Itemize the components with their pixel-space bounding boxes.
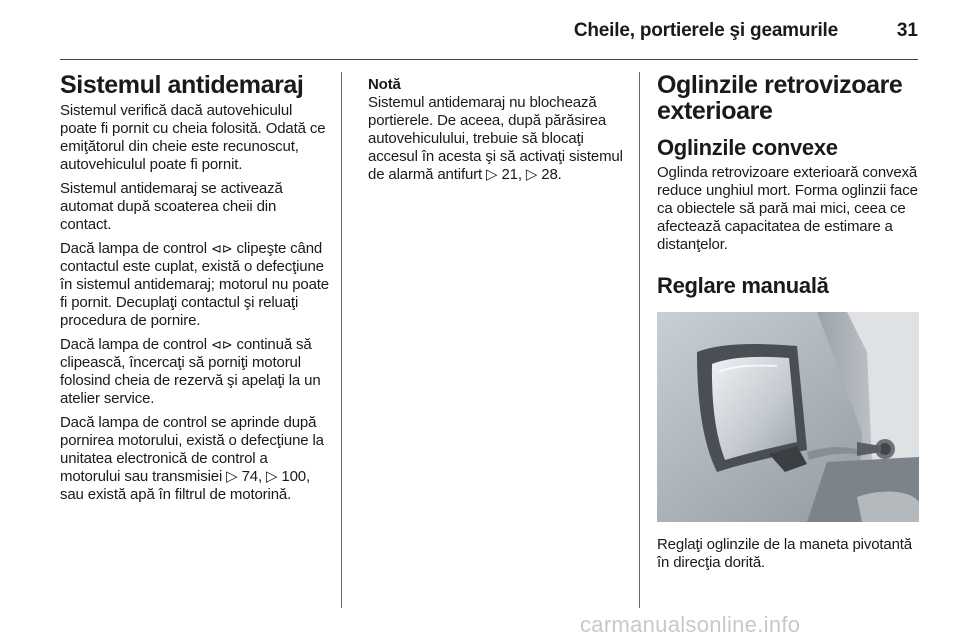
column-divider bbox=[639, 72, 640, 608]
watermark: carmanualsonline.info bbox=[580, 612, 801, 637]
immobilizer-key-icon: ⊲⊳ bbox=[210, 241, 233, 256]
page-header bbox=[60, 10, 918, 60]
subheading-manual: Reglare manuală bbox=[657, 273, 829, 298]
paragraph: Oglinda retrovizoare exterioară convexă reduce unghiul mort. Forma oglinzii face ca obiectele să pară mai mici, ceea ce afectează capacitatea de estimare a distanţelor. bbox=[657, 164, 918, 253]
column-note bbox=[368, 76, 628, 184]
subheading-convex: Oglinzile convexe bbox=[657, 135, 838, 160]
column-immobilizer bbox=[60, 72, 330, 510]
paragraph: Sistemul verifică dacă autovehiculul poate fi pornit cu cheia folosită. Odată ce emiţătorul din cheie este recunoscut, autovehiculul poate fi pornit. bbox=[60, 102, 326, 173]
heading-mirrors: Oglinzile retrovizoare exterioare bbox=[657, 71, 903, 125]
heading-immobilizer: Sistemul antidemaraj bbox=[60, 71, 304, 99]
column-divider bbox=[341, 72, 342, 608]
paragraph: Dacă lampa de control ⊲⊳ continuă să clipească, încercaţi să porniţi motorul folosind cheia de rezervă şi apelaţi la un atelier service. bbox=[60, 336, 321, 407]
immobilizer-key-icon: ⊲⊳ bbox=[210, 337, 233, 352]
paragraph: Reglaţi oglinzile de la maneta pivotantă în direcţia dorită. bbox=[657, 536, 912, 571]
page-number: 31 bbox=[896, 20, 918, 41]
note-label: Notă bbox=[368, 76, 401, 93]
paragraph: Dacă lampa de control ⊲⊳ clipeşte când contactul este cuplat, există o defecţiune în sistemul antidemaraj; motorul nu poate fi pornit. Decuplaţi contactul şi reluaţi procedura de pornire. bbox=[60, 240, 329, 329]
section-title: Cheile, portierele şi geamurile bbox=[573, 20, 838, 41]
note-text: Sistemul antidemaraj nu blochează portierele. De aceea, după părăsirea autovehiculului, trebuie să blocaţi accesul în acesta şi să activaţi sistemul de alarmă antifurt ▷ 21, ▷ 28. bbox=[368, 94, 623, 183]
paragraph: Sistemul antidemaraj se activează automat după scoaterea cheii din contact. bbox=[60, 180, 283, 233]
paragraph: Dacă lampa de control se aprinde după pornirea motorului, există o defecţiune la unitatea electronică de control a motorului sau transmisiei ▷ 74, ▷ 100, sau există apă în filtrul de motorină. bbox=[60, 414, 324, 503]
mirror-adjustment-photo bbox=[657, 312, 919, 522]
column-mirrors bbox=[657, 72, 921, 578]
